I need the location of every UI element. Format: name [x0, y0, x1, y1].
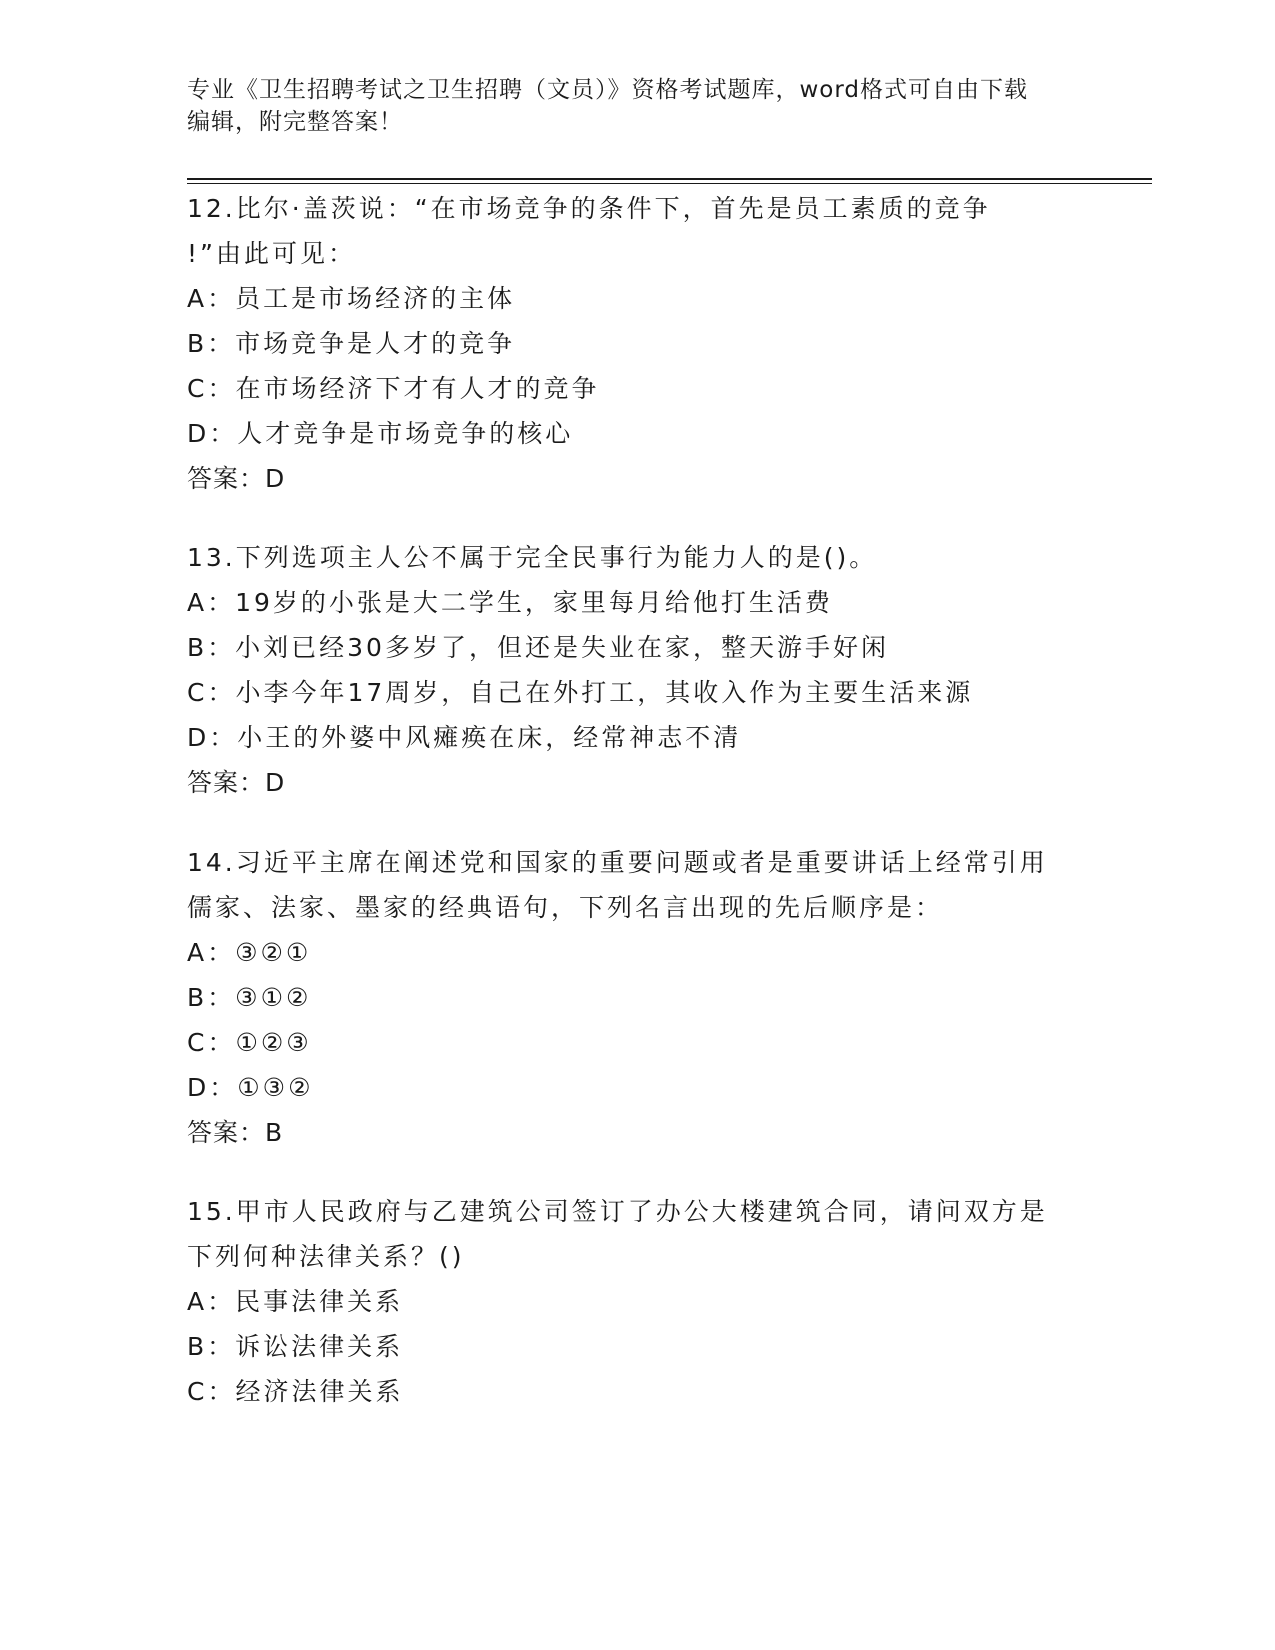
question-14-option-b: B：③①② — [187, 983, 312, 1012]
question-12-answer: 答案：D — [187, 464, 286, 493]
question-14-option-c: C：①②③ — [187, 1028, 312, 1057]
question-13-stem-line-1: 13.下列选项主人公不属于完全民事行为能力人的是()。 — [187, 543, 878, 572]
question-14-stem-line-1: 14.习近平主席在阐述党和国家的重要问题或者是重要讲话上经常引用 — [187, 848, 1048, 877]
header-divider-thin — [187, 183, 1152, 184]
question-15-option-c: C：经济法律关系 — [187, 1377, 404, 1406]
question-12-stem-line-2: !”由此可见： — [187, 239, 356, 268]
question-14-option-d: D：①③② — [187, 1073, 314, 1102]
question-13-answer: 答案：D — [187, 768, 286, 797]
question-12-option-a: A：员工是市场经济的主体 — [187, 284, 516, 313]
question-13 — [187, 535, 1087, 805]
question-12-option-c: C：在市场经济下才有人才的竞争 — [187, 374, 600, 403]
question-12-option-b: B：市场竞争是人才的竞争 — [187, 329, 516, 358]
question-12-stem-line-1: 12.比尔·盖茨说：“在市场竞争的条件下，首先是员工素质的竞争 — [187, 194, 991, 223]
question-15-option-b: B：诉讼法律关系 — [187, 1332, 404, 1361]
question-14-stem-line-2: 儒家、法家、墨家的经典语句，下列名言出现的先后顺序是： — [187, 893, 944, 922]
question-13-option-d: D：小王的外婆中风瘫痪在床，经常神志不清 — [187, 723, 742, 752]
question-14 — [187, 840, 1087, 1155]
question-13-option-c: C：小李今年17周岁，自己在外打工，其收入作为主要生活来源 — [187, 678, 974, 707]
question-15-stem-line-2: 下列何种法律关系？() — [187, 1242, 465, 1271]
document-header — [187, 74, 1087, 138]
header-line-1: 专业《卫生招聘考试之卫生招聘（文员）》资格考试题库，word格式可自由下载 — [187, 77, 1029, 103]
question-12-option-d: D：人才竞争是市场竞争的核心 — [187, 419, 574, 448]
question-14-option-a: A：③②① — [187, 938, 312, 967]
header-line-2: 编辑，附完整答案！ — [187, 109, 403, 135]
question-13-option-b: B：小刘已经30多岁了，但还是失业在家，整天游手好闲 — [187, 633, 889, 662]
question-15 — [187, 1189, 1087, 1414]
question-15-stem-line-1: 15.甲市人民政府与乙建筑公司签订了办公大楼建筑合同，请问双方是 — [187, 1197, 1048, 1226]
question-13-option-a: A：19岁的小张是大二学生，家里每月给他打生活费 — [187, 588, 833, 617]
question-15-option-a: A：民事法律关系 — [187, 1287, 404, 1316]
question-14-answer: 答案：B — [187, 1118, 284, 1147]
header-divider-thick — [187, 178, 1152, 180]
question-12 — [187, 186, 1087, 501]
